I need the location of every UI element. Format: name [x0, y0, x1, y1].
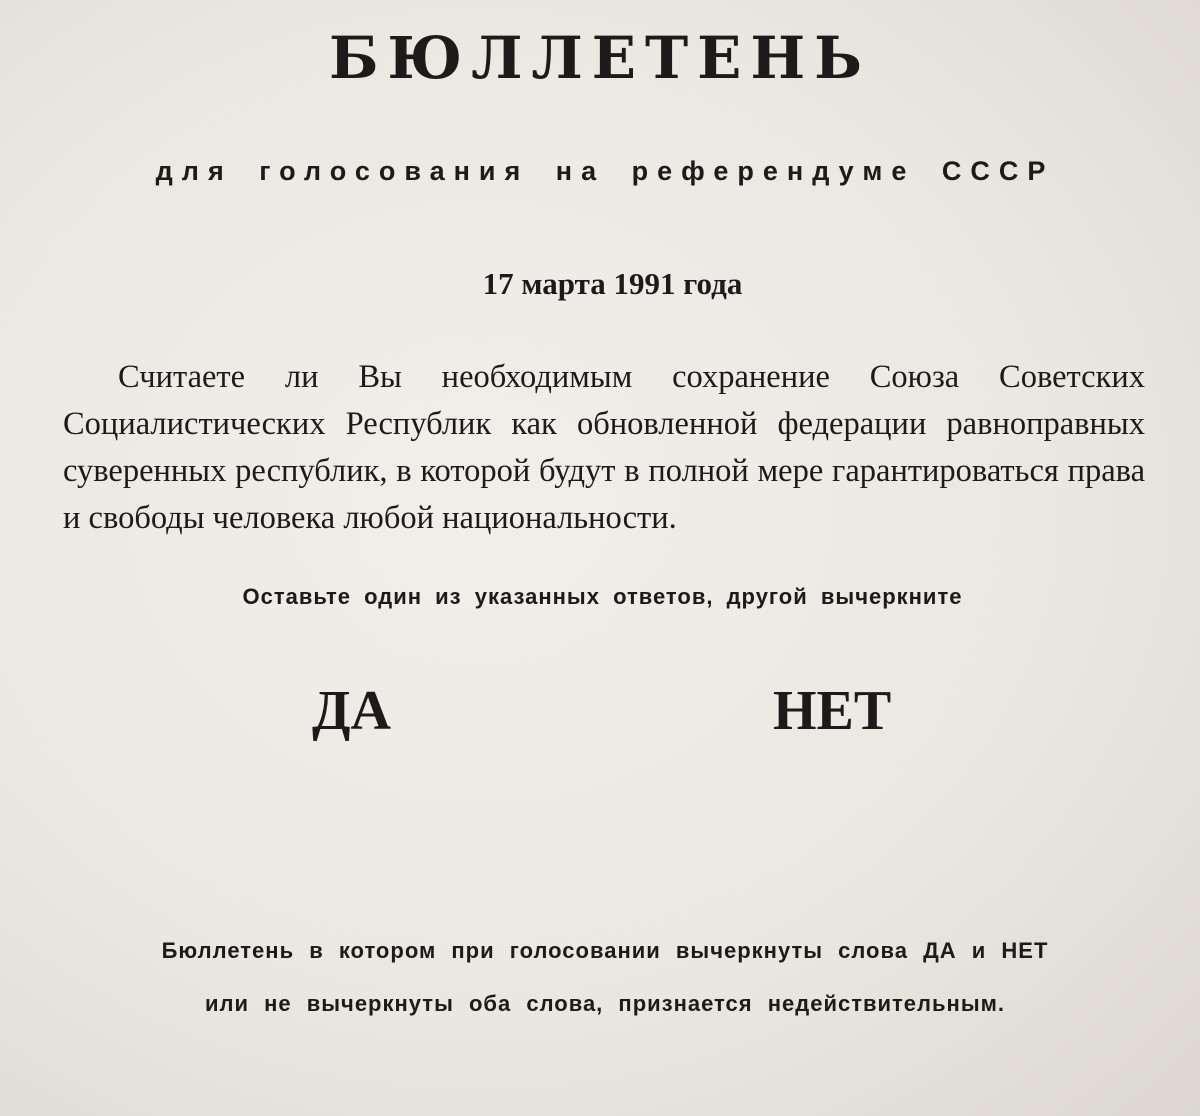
ballot-title: БЮЛЛЕТЕНЬ	[328, 24, 872, 92]
invalid-ballot-note-line-2: или не вычеркнуты оба слова, признается недействительным.	[204, 991, 1006, 1016]
ballot-subtitle: для голосования на референдуме СССР	[155, 156, 1055, 186]
referendum-date: 17 марта 1991 года	[482, 266, 743, 301]
referendum-question: Считаете ли Вы необходимым сохранение Союза Советских Социалистических Республик как обновленной федерации равноправных суверенных республик, в которой будут в полной мере гарантироваться права и свободы человека любой национальности.	[63, 359, 1145, 536]
invalid-ballot-note-line-1: Бюллетень в котором при голосовании вычеркнуты слова ДА и НЕТ	[161, 938, 1049, 963]
answer-no: НЕТ	[773, 680, 892, 742]
voting-instruction: Оставьте один из указанных ответов, другой вычеркните	[242, 584, 963, 609]
answer-yes: ДА	[312, 680, 391, 742]
